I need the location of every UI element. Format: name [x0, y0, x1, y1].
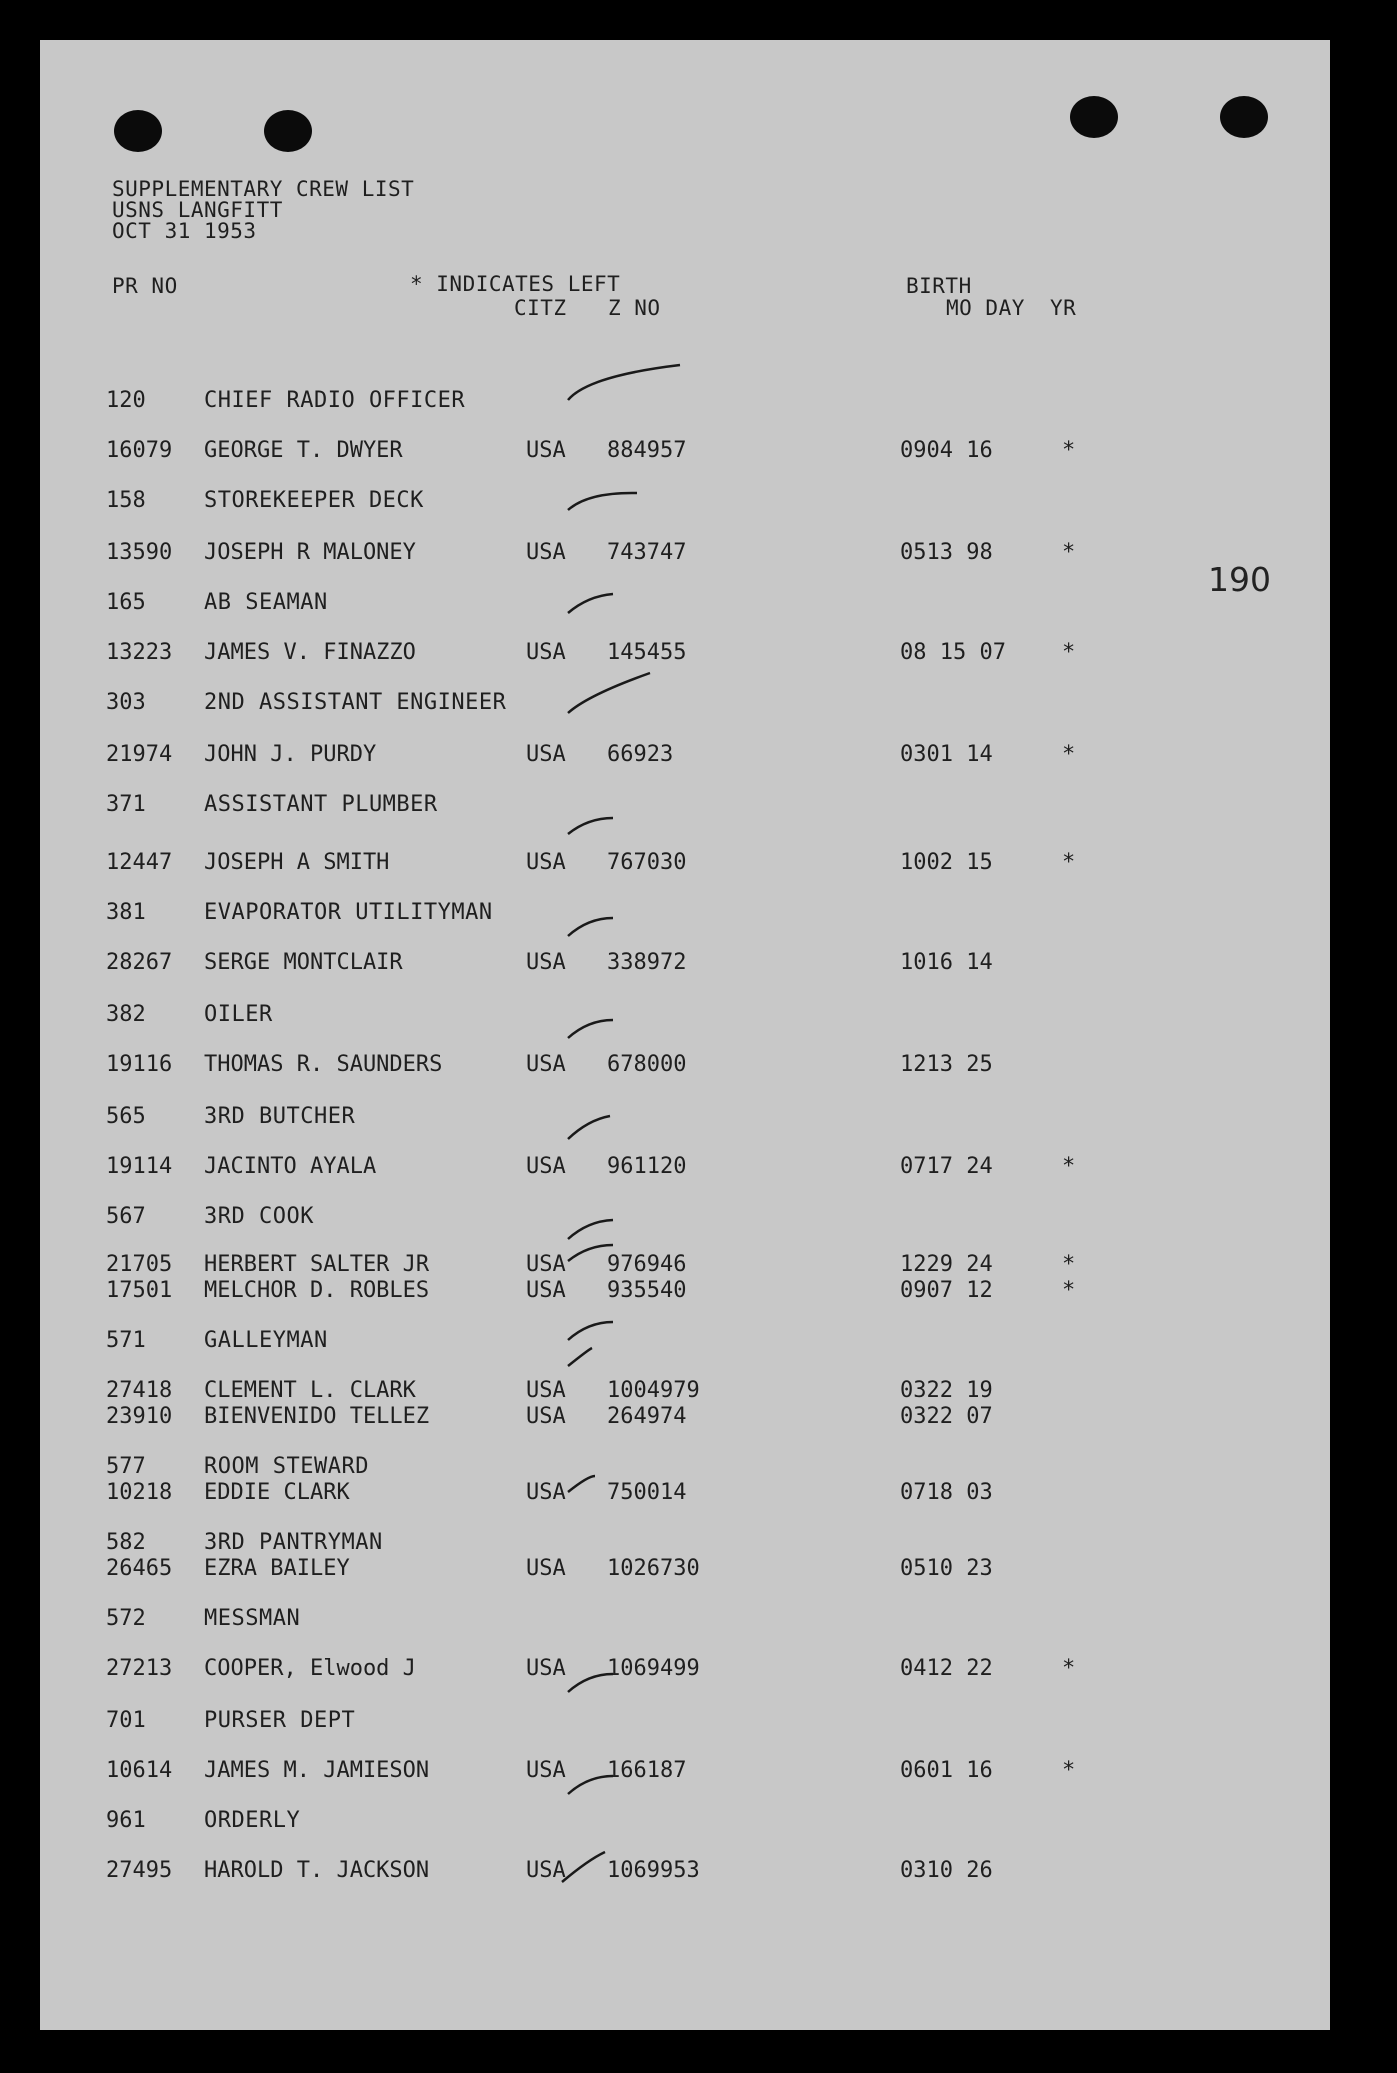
birth-date: 0513 98 — [900, 540, 993, 565]
pr-number: 120 — [106, 388, 146, 413]
citizenship: USA — [526, 1480, 566, 1505]
crew-member-row — [40, 850, 1330, 876]
pr-number: 571 — [106, 1328, 146, 1353]
column-header-citz: CITZ — [514, 296, 567, 320]
column-header-month-day: MO DAY — [946, 296, 1025, 320]
position-title-row — [40, 1606, 1330, 1632]
position-title: MESSMAN — [204, 1606, 301, 1631]
position-title: ORDERLY — [204, 1808, 301, 1833]
pr-number: 19116 — [106, 1052, 173, 1077]
pr-number: 27418 — [106, 1378, 173, 1403]
pr-number: 23910 — [106, 1404, 173, 1429]
z-number: 678000 — [607, 1052, 687, 1077]
z-number: 1026730 — [607, 1556, 700, 1581]
punch-hole — [264, 110, 312, 152]
punch-hole — [1070, 96, 1118, 138]
pr-number: 303 — [106, 690, 146, 715]
position-title-row — [40, 1204, 1330, 1230]
crew-name: JOSEPH R MALONEY — [204, 540, 416, 565]
z-number: 961120 — [607, 1154, 687, 1179]
position-title: OILER — [204, 1002, 273, 1027]
pr-number: 13223 — [106, 640, 173, 665]
crew-member-row — [40, 1378, 1330, 1404]
position-title-row — [40, 1002, 1330, 1028]
pr-number: 21974 — [106, 742, 173, 767]
birth-date: 0322 19 — [900, 1378, 993, 1403]
pr-number: 10218 — [106, 1480, 173, 1505]
citizenship: USA — [526, 1556, 566, 1581]
position-title-row — [40, 690, 1330, 716]
left-indicator: * — [1062, 1758, 1076, 1783]
crew-name: JACINTO AYALA — [204, 1154, 377, 1179]
pr-number: 16079 — [106, 438, 173, 463]
position-title: EVAPORATOR UTILITYMAN — [204, 900, 493, 925]
crew-name: SERGE MONTCLAIR — [204, 950, 403, 975]
pr-number: 567 — [106, 1204, 146, 1229]
birth-date: 0904 16 — [900, 438, 993, 463]
citizenship: USA — [526, 950, 566, 975]
citizenship: USA — [526, 438, 566, 463]
left-indicator: * — [1062, 742, 1076, 767]
pr-number: 21705 — [106, 1252, 173, 1277]
position-title: GALLEYMAN — [204, 1328, 328, 1353]
crew-name: MELCHOR D. ROBLES — [204, 1278, 430, 1303]
birth-date: 0301 14 — [900, 742, 993, 767]
left-indicator: * — [1062, 1278, 1076, 1303]
citizenship: USA — [526, 742, 566, 767]
birth-date: 0718 03 — [900, 1480, 993, 1505]
pr-number: 13590 — [106, 540, 173, 565]
crew-member-row — [40, 1480, 1330, 1506]
crew-member-row — [40, 1278, 1330, 1304]
position-title: AB SEAMAN — [204, 590, 328, 615]
citizenship: USA — [526, 1378, 566, 1403]
column-header-birth: BIRTH — [906, 274, 972, 298]
position-title-row — [40, 792, 1330, 818]
pr-number: 28267 — [106, 950, 173, 975]
z-number: 264974 — [607, 1404, 687, 1429]
birth-date: 0310 26 — [900, 1858, 993, 1883]
birth-date: 1002 15 — [900, 850, 993, 875]
z-number: 166187 — [607, 1758, 687, 1783]
crew-name: JOHN J. PURDY — [204, 742, 377, 767]
position-title-row — [40, 590, 1330, 616]
pr-number: 371 — [106, 792, 146, 817]
column-header-indicates: * INDICATES LEFT — [410, 272, 621, 296]
crew-member-row — [40, 1052, 1330, 1078]
position-title-row — [40, 1328, 1330, 1354]
position-title-row — [40, 900, 1330, 926]
position-title: 3RD PANTRYMAN — [204, 1530, 383, 1555]
crew-name: HAROLD T. JACKSON — [204, 1858, 430, 1883]
crew-member-row — [40, 950, 1330, 976]
handwritten-page-number: 190 — [1208, 560, 1271, 599]
crew-member-row — [40, 1404, 1330, 1430]
crew-member-row — [40, 1656, 1330, 1682]
left-indicator: * — [1062, 850, 1076, 875]
position-title-row — [40, 1808, 1330, 1834]
z-number: 976946 — [607, 1252, 687, 1277]
position-title: ASSISTANT PLUMBER — [204, 792, 438, 817]
z-number: 750014 — [607, 1480, 687, 1505]
punch-hole — [114, 110, 162, 152]
left-indicator: * — [1062, 1154, 1076, 1179]
position-title: CHIEF RADIO OFFICER — [204, 388, 466, 413]
left-indicator: * — [1062, 640, 1076, 665]
crew-member-row — [40, 742, 1330, 768]
position-title-row — [40, 1454, 1330, 1480]
citizenship: USA — [526, 850, 566, 875]
crew-name: EZRA BAILEY — [204, 1556, 350, 1581]
left-indicator: * — [1062, 1252, 1076, 1277]
crew-member-row — [40, 1154, 1330, 1180]
pr-number: 577 — [106, 1454, 146, 1479]
crew-name: COOPER, Elwood J — [204, 1656, 416, 1681]
position-title-row — [40, 1530, 1330, 1556]
birth-date: 1229 24 — [900, 1252, 993, 1277]
crew-name: JOSEPH A SMITH — [204, 850, 390, 875]
crew-name: CLEMENT L. CLARK — [204, 1378, 416, 1403]
z-number: 66923 — [607, 742, 674, 767]
z-number: 1069953 — [607, 1858, 700, 1883]
birth-date: 0601 16 — [900, 1758, 993, 1783]
document-page — [40, 40, 1330, 2030]
birth-date: 0717 24 — [900, 1154, 993, 1179]
crew-member-row — [40, 1556, 1330, 1582]
left-indicator: * — [1062, 438, 1076, 463]
crew-member-row — [40, 1758, 1330, 1784]
z-number: 884957 — [607, 438, 687, 463]
position-title-row — [40, 1104, 1330, 1130]
position-title-row — [40, 1708, 1330, 1734]
left-indicator: * — [1062, 540, 1076, 565]
birth-date: 0510 23 — [900, 1556, 993, 1581]
pr-number: 565 — [106, 1104, 146, 1129]
z-number: 338972 — [607, 950, 687, 975]
crew-member-row — [40, 640, 1330, 666]
position-title-row — [40, 388, 1330, 414]
position-title-row — [40, 488, 1330, 514]
pr-number: 10614 — [106, 1758, 173, 1783]
z-number: 1069499 — [607, 1656, 700, 1681]
crew-name: GEORGE T. DWYER — [204, 438, 403, 463]
pr-number: 961 — [106, 1808, 146, 1833]
z-number: 767030 — [607, 850, 687, 875]
crew-name: JAMES M. JAMIESON — [204, 1758, 430, 1783]
citizenship: USA — [526, 1278, 566, 1303]
position-title: 2ND ASSISTANT ENGINEER — [204, 690, 507, 715]
z-number: 743747 — [607, 540, 687, 565]
pr-number: 17501 — [106, 1278, 173, 1303]
pr-number: 27495 — [106, 1858, 173, 1883]
citizenship: USA — [526, 1404, 566, 1429]
crew-member-row — [40, 1252, 1330, 1278]
pr-number: 158 — [106, 488, 146, 513]
z-number: 935540 — [607, 1278, 687, 1303]
pr-number: 582 — [106, 1530, 146, 1555]
position-title: ROOM STEWARD — [204, 1454, 369, 1479]
citizenship: USA — [526, 1758, 566, 1783]
birth-date: 0322 07 — [900, 1404, 993, 1429]
pr-number: 701 — [106, 1708, 146, 1733]
birth-date: 08 15 07 — [900, 640, 1006, 665]
pr-number: 19114 — [106, 1154, 173, 1179]
citizenship: USA — [526, 1656, 566, 1681]
crew-member-row — [40, 540, 1330, 566]
citizenship: USA — [526, 1154, 566, 1179]
crew-name: EDDIE CLARK — [204, 1480, 350, 1505]
crew-name: THOMAS R. SAUNDERS — [204, 1052, 443, 1077]
position-title: STOREKEEPER DECK — [204, 488, 424, 513]
crew-member-row — [40, 438, 1330, 464]
position-title: 3RD BUTCHER — [204, 1104, 356, 1129]
pr-number: 12447 — [106, 850, 173, 875]
ship-name: USNS LANGFITT — [112, 198, 283, 222]
birth-date: 1213 25 — [900, 1052, 993, 1077]
birth-date: 0907 12 — [900, 1278, 993, 1303]
pr-number: 381 — [106, 900, 146, 925]
pr-number: 27213 — [106, 1656, 173, 1681]
citizenship: USA — [526, 540, 566, 565]
crew-name: BIENVENIDO TELLEZ — [204, 1404, 430, 1429]
pr-number: 26465 — [106, 1556, 173, 1581]
birth-date: 0412 22 — [900, 1656, 993, 1681]
citizenship: USA — [526, 1858, 566, 1883]
pr-number: 572 — [106, 1606, 146, 1631]
list-title: SUPPLEMENTARY CREW LIST — [112, 177, 415, 201]
pr-number: 165 — [106, 590, 146, 615]
citizenship: USA — [526, 640, 566, 665]
list-date: OCT 31 1953 — [112, 219, 257, 243]
crew-name: HERBERT SALTER JR — [204, 1252, 430, 1277]
column-header-z-no: Z NO — [608, 296, 661, 320]
crew-name: JAMES V. FINAZZO — [204, 640, 416, 665]
citizenship: USA — [526, 1052, 566, 1077]
column-header-yr: YR — [1050, 296, 1077, 320]
punch-hole — [1220, 96, 1268, 138]
pr-number: 382 — [106, 1002, 146, 1027]
z-number: 1004979 — [607, 1378, 700, 1403]
z-number: 145455 — [607, 640, 687, 665]
position-title: 3RD COOK — [204, 1204, 314, 1229]
crew-member-row — [40, 1858, 1330, 1884]
left-indicator: * — [1062, 1656, 1076, 1681]
birth-date: 1016 14 — [900, 950, 993, 975]
column-header-pr-no: PR NO — [112, 274, 178, 298]
citizenship: USA — [526, 1252, 566, 1277]
position-title: PURSER DEPT — [204, 1708, 356, 1733]
